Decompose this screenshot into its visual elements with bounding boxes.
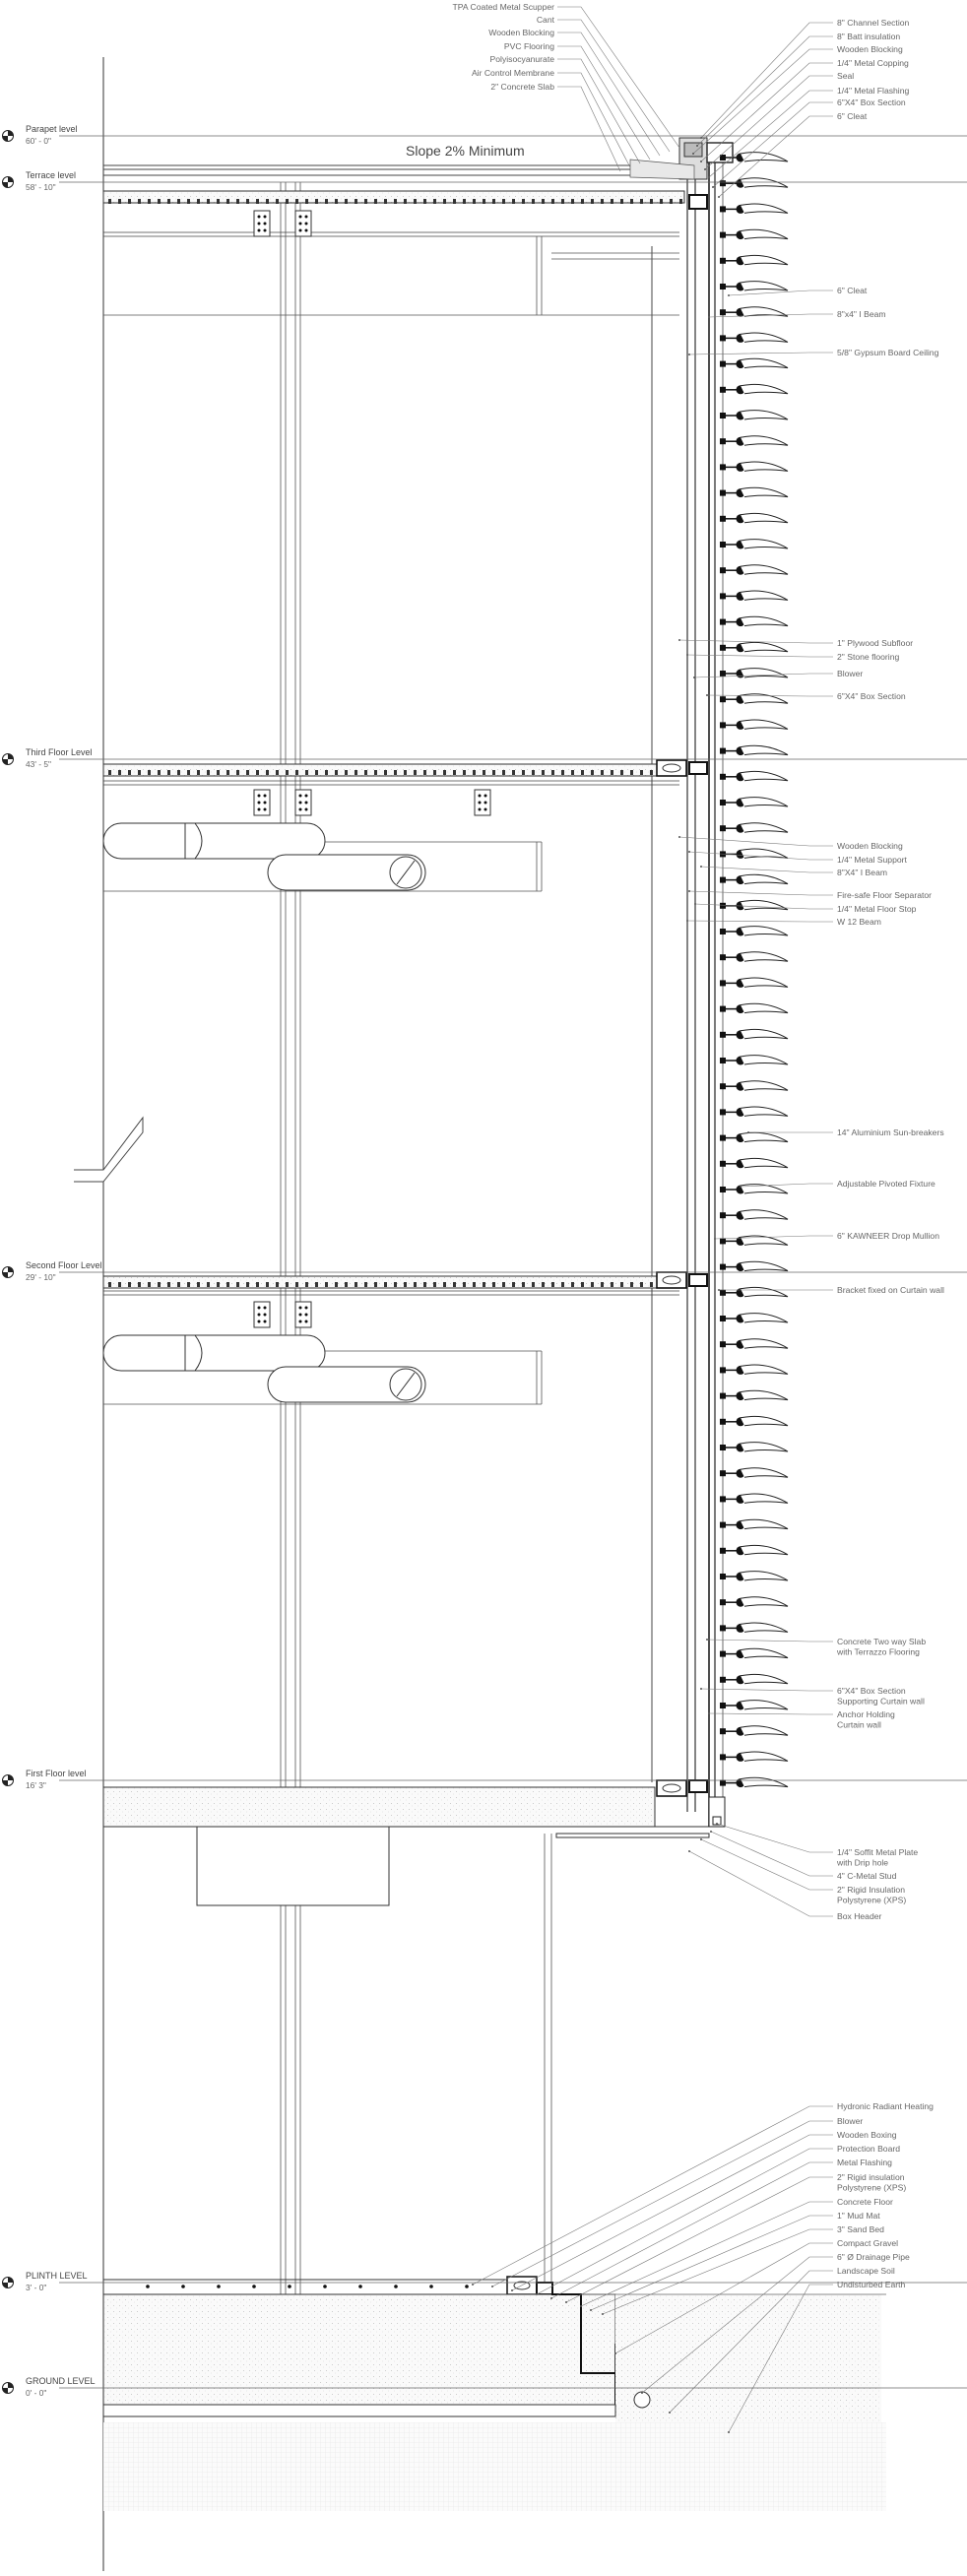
sun-breaker-fin xyxy=(720,1287,788,1297)
label-sun-breakers: 14" Aluminium Sun-breakers xyxy=(837,1127,944,1137)
sun-breaker-fin xyxy=(720,1132,788,1142)
label-wooden-blocking-top: Wooden Blocking xyxy=(837,44,903,54)
label-cleat-top: 6" Cleat xyxy=(837,111,868,121)
sun-breaker-fin xyxy=(720,384,788,394)
bolt-plate xyxy=(475,790,490,815)
level-name: GROUND LEVEL xyxy=(26,2376,96,2386)
label-batt-insulation: 8" Batt insulation xyxy=(837,32,900,41)
label-bracket-curtain: Bracket fixed on Curtain wall xyxy=(837,1285,944,1295)
label-mud-mat: 1" Mud Mat xyxy=(837,2211,880,2221)
sun-breaker-array xyxy=(720,153,788,1787)
label-metal-flashing-2: Metal Flashing xyxy=(837,2157,892,2167)
bolt-plate xyxy=(254,211,270,236)
sun-breaker-fin xyxy=(720,1185,788,1194)
sun-breaker-fin xyxy=(720,282,788,291)
label-box-section-curtain: 6"X4" Box Section Supporting Curtain wall xyxy=(837,1686,925,1707)
label-i-beam-2: 8"X4" I Beam xyxy=(837,868,887,877)
sun-breaker-fin xyxy=(720,1003,788,1013)
level-elevation: 0' - 0" xyxy=(26,2388,46,2398)
level-marker-terrace xyxy=(3,170,967,192)
sun-breaker-fin xyxy=(720,1365,788,1375)
label-metal-copping: 1/4" Metal Copping xyxy=(837,58,909,68)
label-box-section-2: 6"X4" Box Section xyxy=(837,691,906,701)
level-elevation: 3' - 0" xyxy=(26,2283,46,2292)
sun-breaker-fin xyxy=(720,178,788,188)
sun-breaker-fin xyxy=(720,1494,788,1504)
left-label: Wooden Blocking xyxy=(488,28,554,37)
left-label: TPA Coated Metal Scupper xyxy=(453,2,555,12)
label-wooden-boxing: Wooden Boxing xyxy=(837,2130,897,2140)
left-annotation-labels xyxy=(453,2,555,92)
level-elevation: 29' - 10" xyxy=(26,1272,56,1282)
label-pivoted-fixture: Adjustable Pivoted Fixture xyxy=(837,1179,935,1189)
level-name: PLINTH LEVEL xyxy=(26,2271,88,2281)
sun-breaker-fin xyxy=(720,823,788,833)
label-protection-board: Protection Board xyxy=(837,2144,900,2154)
level-marker-plinth xyxy=(3,2271,967,2292)
level-elevation: 60' - 0" xyxy=(26,136,51,146)
sun-breaker-fin xyxy=(720,1545,788,1555)
label-channel-section: 8" Channel Section xyxy=(837,18,910,28)
sun-breaker-fin xyxy=(720,1777,788,1787)
label-rigid-insulation-2: 2" Rigid insulation Polystyrene (XPS) xyxy=(837,2172,906,2193)
level-markers xyxy=(3,124,967,2398)
left-label: PVC Flooring xyxy=(504,41,554,51)
label-compact-gravel: Compact Gravel xyxy=(837,2238,898,2248)
label-drainage-pipe: 6" Ø Drainage Pipe xyxy=(837,2252,910,2262)
sun-breaker-fin xyxy=(720,1107,788,1117)
label-stone-flooring: 2" Stone flooring xyxy=(837,652,899,662)
slope-note: Slope 2% Minimum xyxy=(406,143,525,159)
bolt-plate xyxy=(254,1302,270,1327)
label-radiant-heating: Hydronic Radiant Heating xyxy=(837,2101,934,2111)
sun-breaker-fin xyxy=(720,513,788,523)
sun-breaker-fin xyxy=(720,1158,788,1168)
sun-breaker-fin xyxy=(720,642,788,652)
sun-breaker-fin xyxy=(720,1623,788,1633)
level-elevation: 43' - 5" xyxy=(26,759,51,769)
sun-breaker-fin xyxy=(720,771,788,781)
label-box-section-top: 6"X4" Box Section xyxy=(837,97,906,107)
sun-breaker-fin xyxy=(720,745,788,755)
label-w12-beam: W 12 Beam xyxy=(837,917,881,927)
level-name: Second Floor Level xyxy=(26,1260,102,1270)
sun-breaker-fin xyxy=(720,1416,788,1426)
level-name: Parapet level xyxy=(26,124,78,134)
label-drop-mullion: 6" KAWNEER Drop Mullion xyxy=(837,1231,939,1241)
right-annotation-labels xyxy=(836,18,944,2289)
label-cleat-2: 6" Cleat xyxy=(837,286,868,295)
label-concrete-floor: Concrete Floor xyxy=(837,2197,893,2207)
sun-breaker-fin xyxy=(720,1468,788,1478)
sun-breaker-fin xyxy=(720,333,788,343)
sun-breaker-fin xyxy=(720,436,788,446)
sun-breaker-fin xyxy=(720,798,788,807)
label-sand-bed: 3" Sand Bed xyxy=(837,2224,884,2234)
sun-breaker-fin xyxy=(720,1726,788,1736)
label-metal-floor-stop: 1/4" Metal Floor Stop xyxy=(837,904,917,914)
label-concrete-slab: Concrete Two way Slab with Terrazzo Flooring xyxy=(836,1637,926,1657)
bolt-plate xyxy=(295,790,311,815)
sun-breaker-fin xyxy=(720,591,788,601)
sun-breaker-fin xyxy=(720,1572,788,1581)
left-label: Polyisocyanurate xyxy=(490,54,555,64)
label-metal-flashing-top: 1/4" Metal Flashing xyxy=(837,86,909,96)
sun-breaker-fin xyxy=(720,874,788,884)
sun-breaker-fin xyxy=(720,255,788,265)
sun-breaker-fin xyxy=(720,616,788,626)
sun-breaker-fin xyxy=(720,1597,788,1607)
sun-breaker-fin xyxy=(720,1210,788,1220)
sun-breaker-fin xyxy=(720,1056,788,1065)
label-seal: Seal xyxy=(837,71,854,81)
level-name: First Floor level xyxy=(26,1769,87,1778)
left-label: 2" Concrete Slab xyxy=(490,82,554,92)
sun-breaker-fin xyxy=(720,849,788,859)
sun-breaker-fin xyxy=(720,1339,788,1349)
sun-breaker-fin xyxy=(720,978,788,988)
sun-breaker-fin xyxy=(720,540,788,549)
level-elevation: 16' 3" xyxy=(26,1780,46,1790)
sun-breaker-fin xyxy=(720,1081,788,1091)
label-soffit-plate: 1/4" Soffit Metal Plate with Drip hole xyxy=(836,1847,918,1868)
sun-breaker-fin xyxy=(720,1701,788,1710)
label-i-beam-8x4: 8"x4" I Beam xyxy=(837,309,886,319)
floor-joists xyxy=(108,199,682,2288)
sun-breaker-fin xyxy=(720,462,788,472)
bolt-plate xyxy=(295,211,311,236)
sun-breaker-fin xyxy=(720,229,788,239)
sun-breaker-fin xyxy=(720,565,788,575)
label-rigid-insulation-1: 2" Rigid Insulation Polystyrene (XPS) xyxy=(837,1885,906,1905)
sun-breaker-fin xyxy=(720,1752,788,1762)
sun-breaker-fin xyxy=(720,487,788,497)
label-anchor-curtain: Anchor Holding Curtain wall xyxy=(837,1709,895,1730)
sun-breaker-fin xyxy=(720,1314,788,1323)
label-firesafe-separator: Fire-safe Floor Separator xyxy=(837,890,932,900)
label-plywood-subfloor: 1" Plywood Subfloor xyxy=(837,638,913,648)
label-c-metal-stud: 4" C-Metal Stud xyxy=(837,1871,897,1881)
sun-breaker-fin xyxy=(720,720,788,730)
sun-breaker-fin xyxy=(720,1261,788,1271)
sun-breaker-fin xyxy=(720,411,788,420)
left-label: Air Control Membrane xyxy=(472,68,554,78)
level-name: Terrace level xyxy=(26,170,76,180)
label-gypsum-ceiling: 5/8" Gypsum Board Ceiling xyxy=(837,348,939,357)
level-elevation: 58' - 10" xyxy=(26,182,56,192)
bolt-plate xyxy=(254,790,270,815)
sun-breaker-fin xyxy=(720,927,788,936)
label-box-header: Box Header xyxy=(837,1911,882,1921)
sun-breaker-fin xyxy=(720,358,788,368)
label-landscape-soil: Landscape Soil xyxy=(837,2266,895,2276)
level-name: Third Floor Level xyxy=(26,747,93,757)
label-undisturbed-earth: Undisturbed Earth xyxy=(837,2280,905,2289)
sun-breaker-fin xyxy=(720,204,788,214)
sun-breaker-fin xyxy=(720,1519,788,1529)
label-wooden-blocking-2: Wooden Blocking xyxy=(837,841,903,851)
sun-breaker-fin xyxy=(720,1674,788,1684)
sun-breaker-fin xyxy=(720,1029,788,1039)
label-blower-1: Blower xyxy=(837,669,863,678)
sun-breaker-fin xyxy=(720,952,788,962)
label-metal-support: 1/4" Metal Support xyxy=(837,855,907,865)
left-label: Cant xyxy=(537,15,555,25)
sun-breaker-fin xyxy=(720,1390,788,1400)
bolt-plate xyxy=(295,1302,311,1327)
sun-breaker-fin xyxy=(720,1443,788,1452)
label-blower-2: Blower xyxy=(837,2116,863,2126)
sun-breaker-fin xyxy=(720,1648,788,1658)
